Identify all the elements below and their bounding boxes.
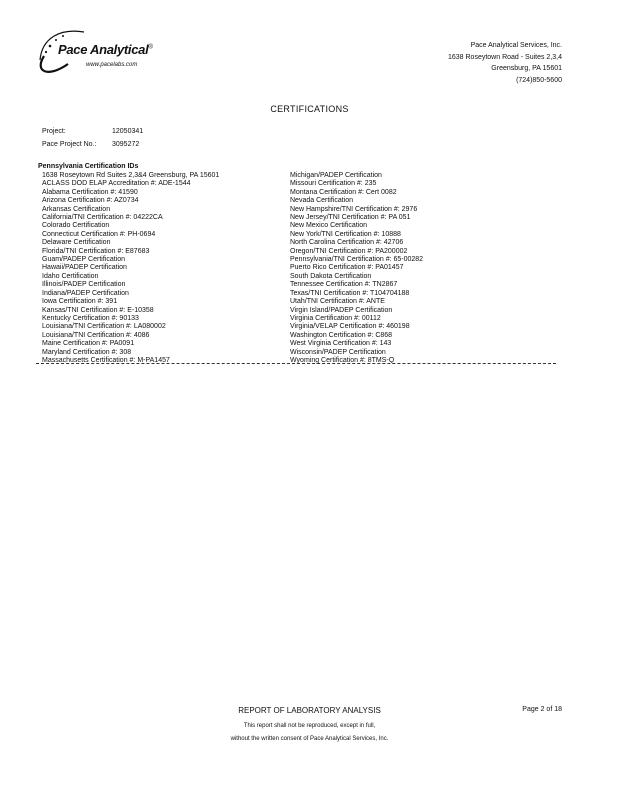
certification-item: Idaho Certification [42, 272, 99, 280]
certification-item: Guam/PADEP Certification [42, 256, 125, 264]
certification-item: 1638 Roseytown Rd Suites 2,3&4 Greensburg, PA 15601 [42, 172, 220, 179]
certification-item: Kansas/TNI Certification #: E-10358 [42, 306, 154, 314]
certification-item: Hawaii/PADEP Certification [42, 264, 127, 272]
certification-item: Puerto Rico Certification #: PA01457 [290, 264, 404, 272]
certification-item: California/TNI Certification #: 04222CA [42, 214, 163, 222]
certification-item: Illinois/PADEP Certification [42, 281, 126, 289]
certification-item: Colorado Certification [42, 222, 110, 230]
certification-item: Maine Certification #: PA0091 [42, 340, 135, 348]
certification-item: Maryland Certification #: 308 [42, 348, 132, 356]
certification-item: Wisconsin/PADEP Certification [290, 348, 386, 356]
certification-item: Louisiana/TNI Certification #: LA080002 [42, 323, 166, 331]
certification-item: Virgin Island/PADEP Certification [290, 306, 393, 314]
certification-item: Missouri Certification #: 235 [290, 180, 377, 188]
certification-item: Oregon/TNI Certification #: PA200002 [290, 247, 408, 255]
footer-note-line: This report shall not be reproduced, except in full, [243, 723, 376, 729]
certification-item: Virginia/VELAP Certification #: 460198 [290, 323, 410, 331]
certification-item: Florida/TNI Certification #: E87683 [42, 247, 150, 255]
certification-item: Texas/TNI Certification #: T104704188 [290, 289, 410, 297]
company-line: Greensburg, PA 15601 [491, 65, 562, 72]
pace-project-value: 3095272 [112, 141, 140, 148]
company-line: 1638 Roseytown Road - Suites 2,3,4 [447, 53, 562, 61]
page-number: Page 2 of 18 [522, 706, 562, 713]
company-line: (724)850-5600 [516, 76, 562, 84]
certification-item: New Mexico Certification [290, 222, 368, 230]
section-heading: Pennsylvania Certification IDs [38, 163, 139, 170]
pace-project-label: Pace Project No.: [42, 141, 97, 148]
footer-note-line: without the written consent of Pace Analytical Services, Inc. [230, 736, 389, 742]
certification-item: Wyoming Certification #: 8TMS-Q [290, 356, 395, 364]
certification-item: Delaware Certification [42, 239, 111, 247]
certification-item: Montana Certification #: Cert 0082 [290, 188, 397, 196]
certification-item: Arizona Certification #: AZ0734 [42, 197, 139, 205]
page-title: CERTIFICATIONS [270, 104, 349, 114]
certification-item: Massachusetts Certification #: M-PA1457 [42, 356, 170, 364]
certification-item: Arkansas Certification [42, 205, 111, 213]
logo-url: www.pacelabs.com [86, 62, 138, 68]
certification-item: New Hampshire/TNI Certification #: 2976 [290, 205, 418, 213]
project-value: 12050341 [112, 128, 144, 135]
certification-list-right [290, 172, 423, 365]
certification-item: Pennsylvania/TNI Certification #: 65-00282 [290, 256, 424, 264]
certification-item: South Dakota Certification [290, 272, 372, 280]
certification-item: ACLASS DOD ELAP Accreditation #: ADE-1544 [42, 180, 191, 188]
certification-item: Indiana/PADEP Certification [42, 289, 129, 297]
certification-list-left [42, 172, 219, 365]
certification-item: Utah/TNI Certification #: ANTE [290, 298, 385, 306]
certification-item: Connecticut Certification #: PH-0694 [42, 230, 156, 238]
certification-item: Iowa Certification #: 391 [42, 298, 118, 306]
certification-item: West Virginia Certification #: 143 [290, 340, 392, 348]
certification-item: Washington Certification #: C868 [290, 331, 393, 339]
certification-item: New Jersey/TNI Certification #: PA 051 [290, 214, 411, 222]
divider-rule [36, 363, 556, 364]
company-line: Pace Analytical Services, Inc. [470, 42, 562, 49]
certification-item: Alabama Certification #: 41590 [42, 188, 138, 196]
company-address [448, 40, 562, 86]
pace-project-row [42, 141, 140, 148]
certification-item: Virginia Certification #: 00112 [290, 314, 381, 322]
footer-note [0, 720, 619, 746]
certification-item: Kentucky Certification #: 90133 [42, 314, 139, 322]
logo-wordmark: Pace Analytical® [58, 42, 153, 57]
certification-item: Louisiana/TNI Certification #: 4086 [42, 331, 150, 339]
certification-item: Nevada Certification [290, 197, 354, 205]
project-row [42, 128, 144, 135]
certification-item: Tennessee Certification #: TN2867 [290, 281, 398, 289]
certification-item: Michigan/PADEP Certification [290, 172, 382, 179]
report-title: REPORT OF LABORATORY ANALYSIS [238, 706, 381, 715]
certification-item: North Carolina Certification #: 42706 [290, 239, 404, 247]
project-label: Project: [42, 128, 66, 135]
certification-item: New York/TNI Certification #: 10888 [290, 230, 401, 238]
